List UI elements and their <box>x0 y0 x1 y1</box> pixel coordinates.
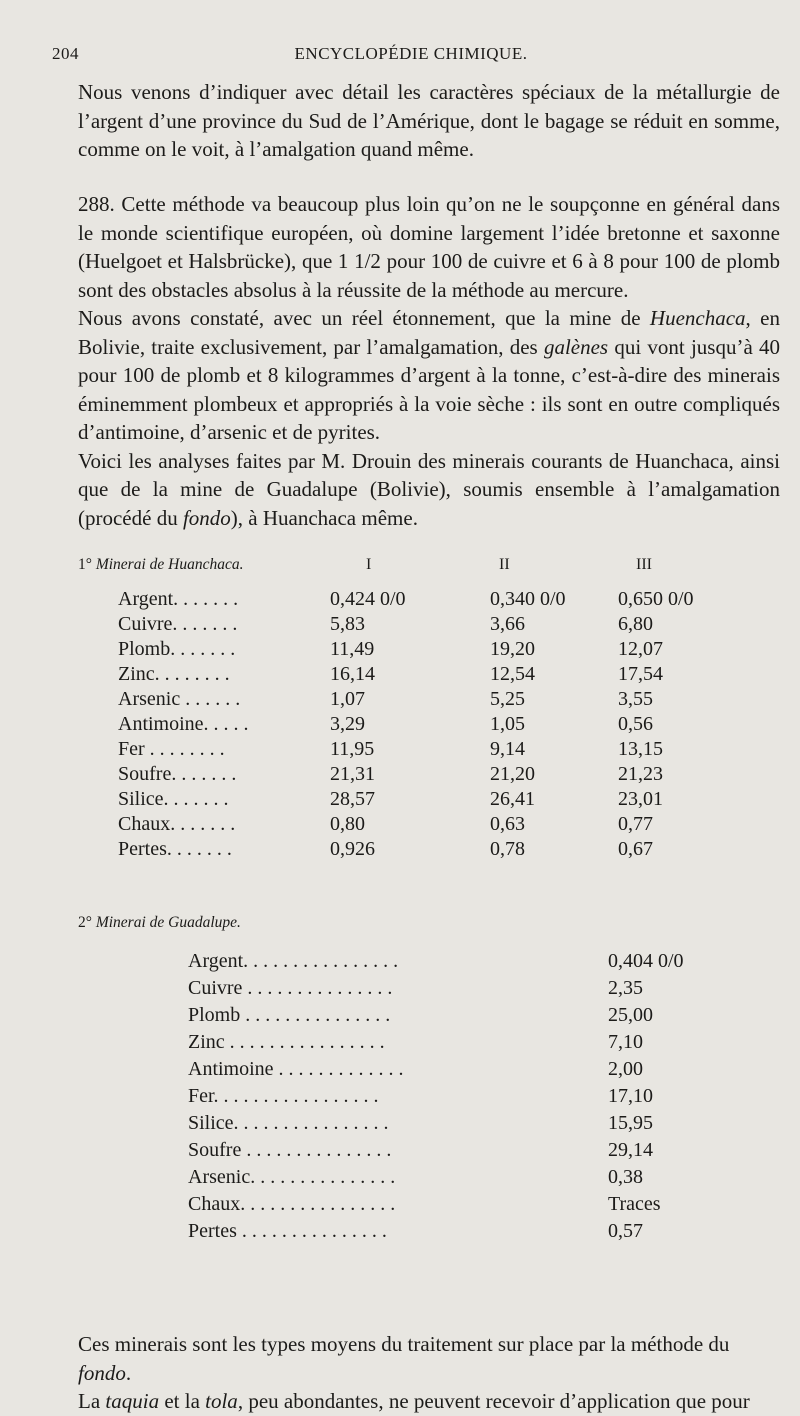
table1-number: 1° <box>78 556 92 573</box>
row-label: Zinc. . . . . . . . <box>118 663 230 685</box>
c2-b: et la <box>159 1389 206 1413</box>
row-label: Antimoine . . . . . . . . . . . . . <box>188 1058 404 1080</box>
row-label: Argent. . . . . . . <box>118 588 239 610</box>
col-header-III: III <box>636 556 652 573</box>
section-288 <box>78 190 780 532</box>
cell-value: 16,14 <box>330 663 375 685</box>
section-288-p1: 288. Cette méthode va beaucoup plus loin qu’on ne le soupçonne en général dans le monde scientifique européen, où domine largement l’idée bretonne et saxonne (Huelgoet et Halsbrücke), que 1 1/2 pour 100 de cuivre et 6 à 8 pour 100 de plomb sont des obstacles absolus à la réussite de la méthode au mercure. <box>78 192 780 302</box>
c2-tola: tola <box>205 1389 238 1413</box>
p3-text-b: ), à Huanchaca même. <box>230 505 418 530</box>
table-row <box>0 813 800 838</box>
cell-value: 0,57 <box>608 1220 643 1242</box>
table2-number: 2° <box>78 914 92 931</box>
table-row <box>0 1085 800 1112</box>
table-row <box>0 638 800 663</box>
row-label: Antimoine. . . . . <box>118 713 249 735</box>
row-label: Argent. . . . . . . . . . . . . . . . <box>188 950 399 972</box>
cell-value: 0,63 <box>490 813 525 835</box>
table-row <box>0 713 800 738</box>
row-label: Chaux. . . . . . . . . . . . . . . . <box>188 1193 396 1215</box>
cell-value: 17,10 <box>608 1085 653 1107</box>
col-header-I: I <box>366 556 372 573</box>
table-row <box>0 788 800 813</box>
running-title: ENCYCLOPÉDIE CHIMIQUE. <box>294 44 528 63</box>
row-label: Arsenic. . . . . . . . . . . . . . . <box>188 1166 396 1188</box>
table-row <box>0 1058 800 1085</box>
cell-value: 7,10 <box>608 1031 643 1053</box>
c1-a: Ces minerais sont les types moyens du traitement sur place par la méthode du <box>78 1332 730 1356</box>
row-label: Cuivre. . . . . . . <box>118 613 238 635</box>
cell-value: 12,07 <box>618 638 663 660</box>
galenes-term: galènes <box>543 334 609 359</box>
cell-value: 6,80 <box>618 613 653 635</box>
c2-taquia: taquia <box>105 1389 160 1413</box>
cell-value: 2,35 <box>608 977 643 999</box>
intro-text: Nous venons d’indiquer avec détail les caractères spéciaux de la métallurgie de l’argent d’une province du Sud de l’Amérique, dont le bagage se réduit en somme, comme on le voit, à l’amalgation quand même. <box>78 80 780 161</box>
table1-title-text: Minerai de Huanchaca. <box>95 556 244 573</box>
section-288-p2 <box>78 304 780 447</box>
table-row <box>0 1004 800 1031</box>
intro-paragraph <box>78 78 780 164</box>
row-label: Plomb. . . . . . . <box>118 638 236 660</box>
cell-value: 19,20 <box>490 638 535 660</box>
p2-text-b: , en Bolivie, traite exclusivement, par l’amalgamation, des <box>78 306 780 359</box>
cell-value: Traces <box>608 1193 661 1215</box>
table-row <box>0 1031 800 1058</box>
cell-value: 3,55 <box>618 688 653 710</box>
cell-value: 0,67 <box>618 838 653 860</box>
table-row <box>0 613 800 638</box>
table-row <box>0 1166 800 1193</box>
fondo-term: fondo <box>182 505 231 530</box>
conclusion <box>78 1330 780 1416</box>
cell-value: 29,14 <box>608 1139 653 1161</box>
cell-value: 3,66 <box>490 613 525 635</box>
row-label: Fer . . . . . . . . <box>118 738 225 760</box>
cell-value: 0,78 <box>490 838 525 860</box>
section-288-p3 <box>78 447 780 533</box>
c2-c: , peu abondantes, ne peuvent recevoir d’application que pour <box>237 1389 750 1413</box>
table-row <box>0 1139 800 1166</box>
c1-fondo: fondo <box>78 1360 126 1385</box>
cell-value: 28,57 <box>330 788 375 810</box>
cell-value: 13,15 <box>618 738 663 760</box>
row-label: Plomb . . . . . . . . . . . . . . . <box>188 1004 391 1026</box>
row-label: Silice. . . . . . . <box>118 788 229 810</box>
table2-title-text: Minerai de Guadalupe. <box>95 914 241 931</box>
cell-value: 0,424 0/0 <box>330 588 406 610</box>
cell-value: 11,95 <box>330 738 375 760</box>
row-label: Soufre . . . . . . . . . . . . . . . <box>188 1139 392 1161</box>
cell-value: 0,56 <box>618 713 653 735</box>
c1-b: . <box>125 1360 132 1385</box>
table1-title <box>78 556 243 574</box>
cell-value: 5,25 <box>490 688 525 710</box>
table-row <box>0 763 800 788</box>
cell-value: 0,38 <box>608 1166 643 1188</box>
table-row <box>0 1112 800 1139</box>
row-label: Arsenic . . . . . . <box>118 688 241 710</box>
row-label: Pertes. . . . . . . <box>118 838 232 860</box>
conclusion-line-2 <box>78 1387 780 1416</box>
row-label: Fer. . . . . . . . . . . . . . . . . <box>188 1085 379 1107</box>
row-label: Pertes . . . . . . . . . . . . . . . <box>188 1220 387 1242</box>
p3-text-a: Voici les analyses faites par M. Drouin des minerais courants de Huanchaca, ainsi que de la mine de Guadalupe (Bolivie), soumis ensemble à l’amalgamation (procédé du <box>78 448 780 530</box>
cell-value: 21,23 <box>618 763 663 785</box>
cell-value: 21,31 <box>330 763 375 785</box>
cell-value: 0,80 <box>330 813 365 835</box>
col-header-II: II <box>499 556 510 573</box>
cell-value: 1,07 <box>330 688 365 710</box>
page-number: 204 <box>52 44 79 63</box>
cell-value: 5,83 <box>330 613 365 635</box>
cell-value: 9,14 <box>490 738 525 760</box>
cell-value: 2,00 <box>608 1058 643 1080</box>
c2-a: La <box>78 1389 106 1413</box>
cell-value: 26,41 <box>490 788 535 810</box>
table-row <box>0 950 800 977</box>
page-header <box>52 44 770 72</box>
table-row <box>0 838 800 863</box>
cell-value: 0,77 <box>618 813 653 835</box>
table-row <box>0 688 800 713</box>
conclusion-line-1 <box>78 1330 780 1387</box>
table-row <box>0 977 800 1004</box>
p2-text-a: Nous avons constaté, avec un réel étonnement, que la mine de <box>78 306 650 330</box>
p2-text-c: qui vont jusqu’à 40 pour 100 de plomb et 8 kilogrammes d’argent à la tonne, c’est-à-dire des minerais éminemment plombeux et appropriés à la voie sèche : ils sont en outre compliqués d’antimoine, d’arsenic et de pyrites. <box>78 334 780 444</box>
cell-value: 12,54 <box>490 663 535 685</box>
cell-value: 1,05 <box>490 713 525 735</box>
row-label: Soufre. . . . . . . <box>118 763 237 785</box>
table-row <box>0 588 800 613</box>
table-row <box>0 1193 800 1220</box>
cell-value: 15,95 <box>608 1112 653 1134</box>
table2-title <box>78 914 241 932</box>
table-row <box>0 738 800 763</box>
cell-value: 3,29 <box>330 713 365 735</box>
row-label: Chaux. . . . . . . <box>118 813 236 835</box>
cell-value: 0,340 0/0 <box>490 588 566 610</box>
cell-value: 17,54 <box>618 663 663 685</box>
row-label: Silice. . . . . . . . . . . . . . . . <box>188 1112 389 1134</box>
cell-value: 11,49 <box>330 638 375 660</box>
mine-name: Huenchaca <box>649 306 746 330</box>
cell-value: 25,00 <box>608 1004 653 1026</box>
row-label: Zinc . . . . . . . . . . . . . . . . <box>188 1031 385 1053</box>
cell-value: 0,650 0/0 <box>618 588 694 610</box>
cell-value: 0,404 0/0 <box>608 950 684 972</box>
row-label: Cuivre . . . . . . . . . . . . . . . <box>188 977 393 999</box>
table-row <box>0 663 800 688</box>
cell-value: 21,20 <box>490 763 535 785</box>
cell-value: 0,926 <box>330 838 375 860</box>
table-row <box>0 1220 800 1247</box>
cell-value: 23,01 <box>618 788 663 810</box>
